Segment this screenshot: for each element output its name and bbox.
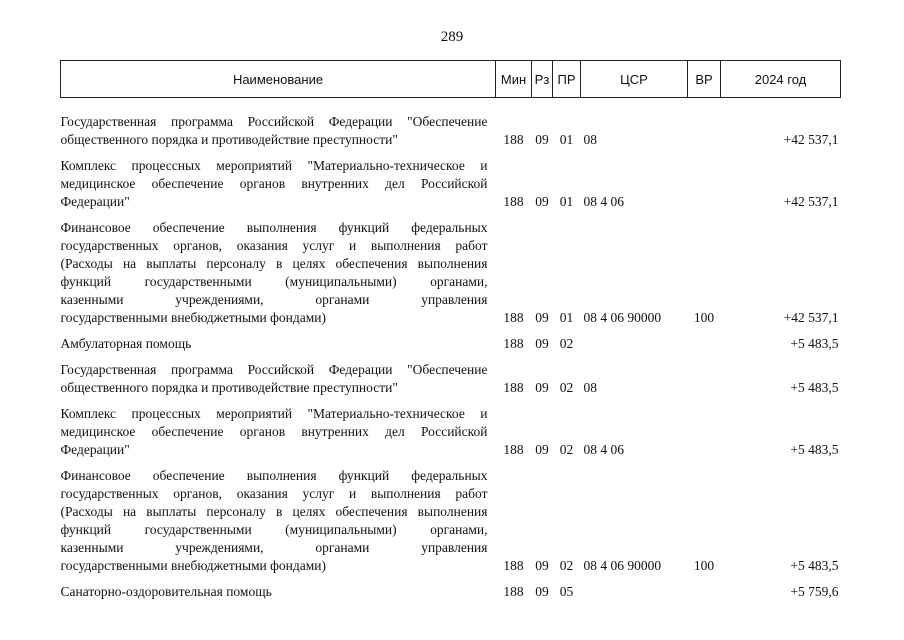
row-csr: 08 4 06 (583, 194, 624, 209)
row-amount: +42 537,1 (783, 310, 839, 325)
row-name-line: Федерации" (60, 194, 130, 209)
row-pr: 01 (559, 194, 574, 209)
row-name-line: государственных органов, оказания услуг и выполнения работ (60, 238, 488, 253)
row-pr: 02 (559, 336, 574, 351)
column-header-min: Мин (496, 61, 532, 98)
row-amount: +5 483,5 (790, 380, 839, 395)
row-rz: 09 (535, 336, 549, 351)
table-header-row (61, 61, 841, 98)
row-name-line: функций государственными (муниципальными) органами, (60, 274, 488, 289)
row-min: 188 (503, 558, 524, 573)
row-min: 188 (503, 194, 524, 209)
row-name-line: Комплекс процессных мероприятий "Материально-техническое и (60, 406, 488, 421)
row-vr (688, 578, 721, 604)
row-rz: 09 (535, 380, 549, 395)
row-name (61, 356, 496, 400)
row-rz: 09 (535, 584, 549, 599)
table-row (61, 108, 841, 152)
budget-table (60, 60, 841, 604)
row-min: 188 (503, 336, 524, 351)
row-vr (688, 330, 721, 356)
row-name (61, 214, 496, 330)
row-amount: +5 483,5 (790, 336, 839, 351)
header-spacer (61, 98, 841, 109)
row-name-line: казенными учреждениями, органами управления (60, 292, 488, 307)
row-pr: 02 (559, 380, 574, 395)
table-row (61, 152, 841, 214)
row-name-line: Финансовое обеспечение выполнения функций федеральных (60, 468, 488, 483)
row-name (61, 400, 496, 462)
column-header-rz: Рз (532, 61, 553, 98)
row-pr: 02 (559, 558, 574, 573)
column-header-vr: ВР (688, 61, 721, 98)
row-name-line: (Расходы на выплаты персоналу в целях обеспечения выполнения (60, 256, 488, 271)
row-name-line: Федерации" (60, 442, 130, 457)
row-name-line: казенными учреждениями, органами управления (60, 540, 488, 555)
row-pr: 01 (559, 132, 574, 147)
row-csr (581, 578, 688, 604)
row-vr (688, 400, 721, 462)
row-csr: 08 4 06 90000 (583, 310, 662, 325)
page-number: 289 (440, 29, 464, 45)
row-name-line: государственными внебюджетными фондами) (60, 558, 327, 573)
row-rz: 09 (535, 194, 549, 209)
row-name-line: Комплекс процессных мероприятий "Материально-техническое и (60, 158, 488, 173)
row-vr: 100 (693, 310, 715, 325)
column-header-pr: ПР (553, 61, 581, 98)
row-min: 188 (503, 442, 524, 457)
row-name-line: функций государственными (муниципальными) органами, (60, 522, 488, 537)
row-rz: 09 (535, 442, 549, 457)
row-name-line: Амбулаторная помощь (60, 336, 192, 351)
row-name-line: медицинское обеспечение органов внутренних дел Российской (60, 176, 488, 191)
row-rz: 09 (535, 558, 549, 573)
column-header-year: 2024 год (721, 61, 841, 98)
row-vr (688, 152, 721, 214)
row-csr: 08 4 06 (583, 442, 624, 457)
row-amount: +5 759,6 (790, 584, 839, 599)
row-amount: +5 483,5 (790, 558, 839, 573)
row-amount: +42 537,1 (783, 194, 839, 209)
row-name-line: государственными внебюджетными фондами) (60, 310, 327, 325)
row-name-line: медицинское обеспечение органов внутренних дел Российской (60, 424, 488, 439)
row-amount: +5 483,5 (790, 442, 839, 457)
row-rz: 09 (535, 310, 549, 325)
row-pr: 02 (559, 442, 574, 457)
table-row (61, 462, 841, 578)
row-name-line: Финансовое обеспечение выполнения функций федеральных (60, 220, 488, 235)
row-name-line: Государственная программа Российской Федерации "Обеспечение (60, 114, 488, 129)
table-body (61, 98, 841, 605)
row-min: 188 (503, 310, 524, 325)
row-csr: 08 (583, 380, 597, 395)
row-pr: 05 (559, 584, 574, 599)
row-min: 188 (503, 584, 524, 599)
table-row (61, 214, 841, 330)
row-name (61, 330, 496, 356)
row-min: 188 (503, 380, 524, 395)
table-row (61, 400, 841, 462)
table-row (61, 330, 841, 356)
row-rz: 09 (535, 132, 549, 147)
row-name-line: Санаторно-оздоровительная помощь (60, 584, 272, 599)
row-name (61, 152, 496, 214)
table-row (61, 356, 841, 400)
row-vr (688, 356, 721, 400)
row-name (61, 108, 496, 152)
row-name (61, 462, 496, 578)
row-min: 188 (503, 132, 524, 147)
row-name-line: общественного порядка и противодействие преступности" (60, 132, 398, 147)
row-csr: 08 4 06 90000 (583, 558, 662, 573)
row-vr (688, 108, 721, 152)
row-name-line: общественного порядка и противодействие преступности" (60, 380, 398, 395)
column-header-name: Наименование (61, 61, 496, 98)
row-csr (581, 330, 688, 356)
row-name-line: (Расходы на выплаты персоналу в целях обеспечения выполнения (60, 504, 488, 519)
row-name-line: Государственная программа Российской Федерации "Обеспечение (60, 362, 488, 377)
table-row (61, 578, 841, 604)
column-header-csr: ЦСР (581, 61, 688, 98)
row-pr: 01 (559, 310, 574, 325)
row-name (61, 578, 496, 604)
row-name-line: государственных органов, оказания услуг и выполнения работ (60, 486, 488, 501)
row-vr: 100 (693, 558, 715, 573)
row-csr: 08 (583, 132, 597, 147)
row-amount: +42 537,1 (783, 132, 839, 147)
